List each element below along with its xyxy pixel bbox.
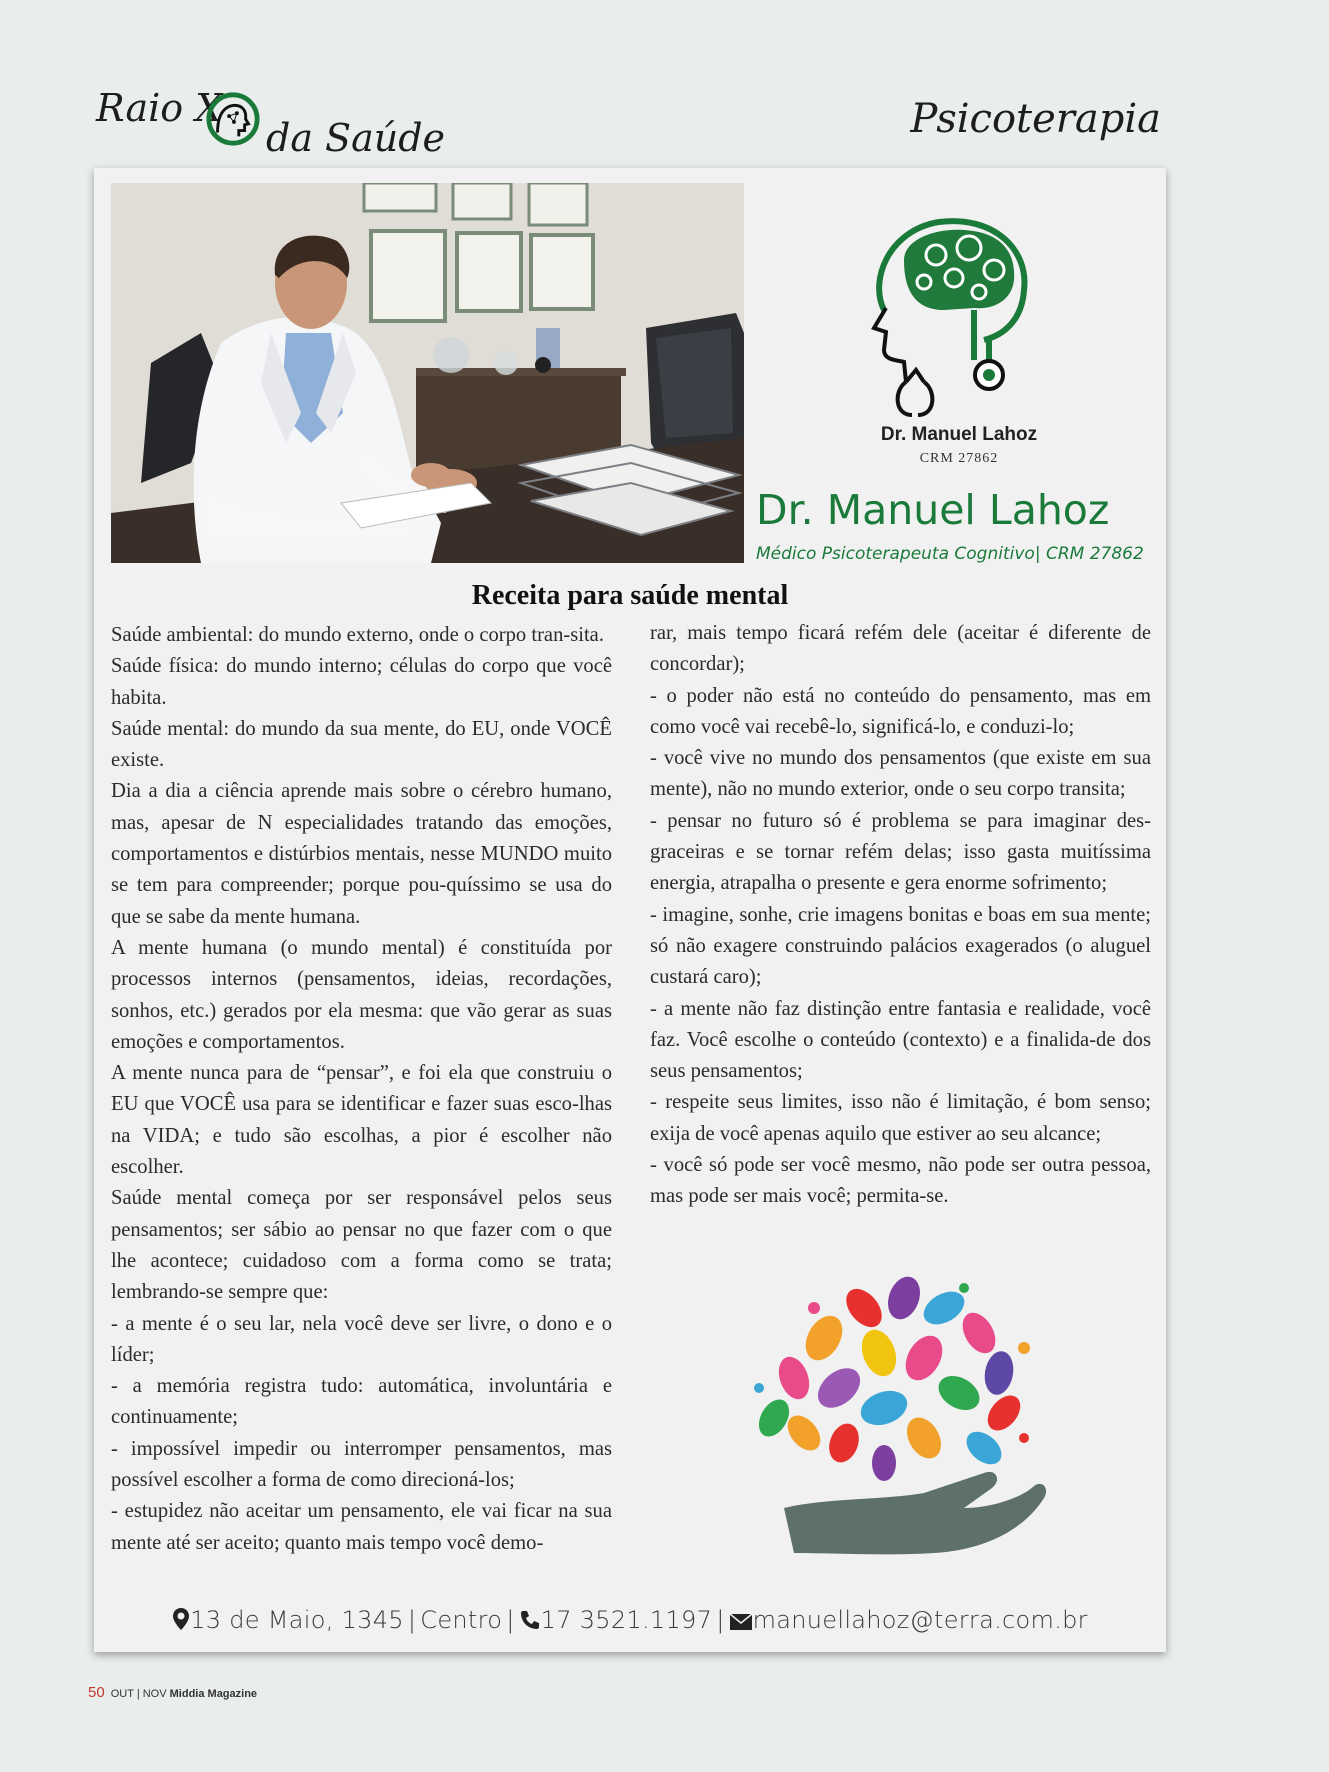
article-paragraph: - a mente não faz distinção entre fantasia e realidade, você faz. Você escolhe o conteúdo (contexto) e a finalida-de dos seus pensamentos; [650, 997, 1151, 1083]
article-paragraph: - respeite seus limites, isso não é limitação, é bom senso; exija de você apenas aquilo que estiver ao seu alcance; [650, 1091, 1151, 1145]
article-paragraph: A mente humana (o mundo mental) é constituída por processos internos (pensamentos, ideias, recordações, sonhos, etc.) gerados por ela mesma: que vão gerar as suas emoções e comportamentos. [111, 936, 612, 1053]
contact-footer: 13 de Maio, 1345 | Centro | 17 3521.1197 | manuellahoz@terra.com.br [94, 1606, 1166, 1637]
article-paragraph: - o poder não está no conteúdo do pensamento, mas em como você vai recebê-lo, significá-lo, e conduzi-lo; [650, 684, 1151, 738]
article-paragraph: Saúde ambiental: do mundo externo, onde o corpo tran-sita. [111, 624, 604, 646]
page-number: 50 [88, 1684, 105, 1701]
article-paragraph: - pensar no futuro só é problema se para imaginar des-graceiras e se tornar refém delas; isso gasta muitíssima energia, atrapalha o presente e gera enorme sofrimento; [650, 809, 1151, 895]
issue-period: OUT | NOV [110, 1688, 167, 1700]
doctor-subtitle: Médico Psicoterapeuta Cognitivo| CRM 27862 [756, 544, 1144, 564]
map-pin-icon [172, 1607, 190, 1637]
article-paragraph: - estupidez não aceitar um pensamento, ele vai ficar na sua mente até ser aceito; quanto mais tempo você demo- [111, 1500, 612, 1554]
article-paragraph: Saúde física: do mundo interno; células do corpo que você habita. [111, 655, 612, 709]
district-text: Centro [420, 1606, 503, 1634]
address-text: 13 de Maio, 1345 [190, 1606, 404, 1634]
head-brain-logo-icon [204, 90, 262, 148]
article-column-right [650, 618, 1151, 1213]
article-paragraph: - a memória registra tudo: automática, involuntária e continuamente; [111, 1375, 612, 1429]
article-paragraph: Dia a dia a ciência aprende mais sobre o cérebro humano, mas, apesar de N especialidades tratando das emoções, comportamentos e distúrbios mentais, nesse MUNDO muito se tem para compreender; porque pou-quíssimo se usa do que se sabe da mente humana. [111, 780, 612, 928]
phone-icon [519, 1609, 541, 1637]
logo-crm-number: CRM 27862 [919, 451, 999, 466]
article-paragraph: A mente nunca para de “pensar”, e foi ela que construiu o EU que VOCÊ usa para se identificar e fazer suas esco-lhas na VIDA; e tudo são escolhas, a pior é escolher não escolher. [111, 1062, 612, 1179]
article-paragraph: - impossível impedir ou interromper pensamentos, mas possível escolher a forma de como direcioná-los; [111, 1437, 612, 1492]
article-column-left [111, 620, 612, 1559]
page-header [0, 0, 1329, 160]
email-text: manuellahoz@terra.com.br [752, 1606, 1088, 1634]
phone-text: 17 3521.1197 [540, 1606, 713, 1634]
envelope-icon [729, 1609, 753, 1637]
doctor-name-heading: Dr. Manuel Lahoz [756, 486, 1110, 534]
colorful-brain-hand-illustration [734, 1268, 1064, 1568]
article-paragraph: - imagine, sonhe, crie imagens bonitas e boas em sua mente; só não exagere construindo palácios exagerados (o aluguel custará caro); [650, 903, 1151, 989]
article-paragraph: - você vive no mundo dos pensamentos (que existe em sua mente), não no mundo exterior, onde o seu corpo transita; [650, 747, 1151, 801]
article-paragraph: Saúde mental: do mundo da sua mente, do EU, onde VOCÊ existe. [111, 717, 612, 772]
section-title: Psicoterapia [910, 96, 1161, 142]
article-paragraph: - a mente é o seu lar, nela você deve ser livre, o dono e o líder; [111, 1312, 612, 1366]
article-paragraph: Saúde mental começa por ser responsável pelos seus pensamentos; ser sábio ao pensar no que fazer com o que lhe acontece; cuidadoso com a forma como se trata; lembrando-se sempre que: [111, 1187, 612, 1304]
brain-stethoscope-icon [844, 210, 1074, 425]
logo-doctor-name: Dr. Manuel Lahoz [880, 424, 1038, 445]
page-footer [88, 1684, 257, 1701]
article-title: Receita para saúde mental [471, 580, 789, 611]
advertorial-card [94, 168, 1166, 1652]
article-paragraph: rar, mais tempo ficará refém dele (aceitar é diferente de concordar); [650, 622, 1151, 676]
brand-text-da-saude: da Saúde [266, 116, 446, 160]
doctor-photo [111, 183, 744, 563]
article-paragraph: - você só pode ser você mesmo, não pode ser outra pessoa, mas pode ser mais você; permita-se. [650, 1154, 1151, 1208]
brand-text-raio-x: Raio X [96, 86, 223, 130]
magazine-name: Middia Magazine [169, 1688, 258, 1700]
